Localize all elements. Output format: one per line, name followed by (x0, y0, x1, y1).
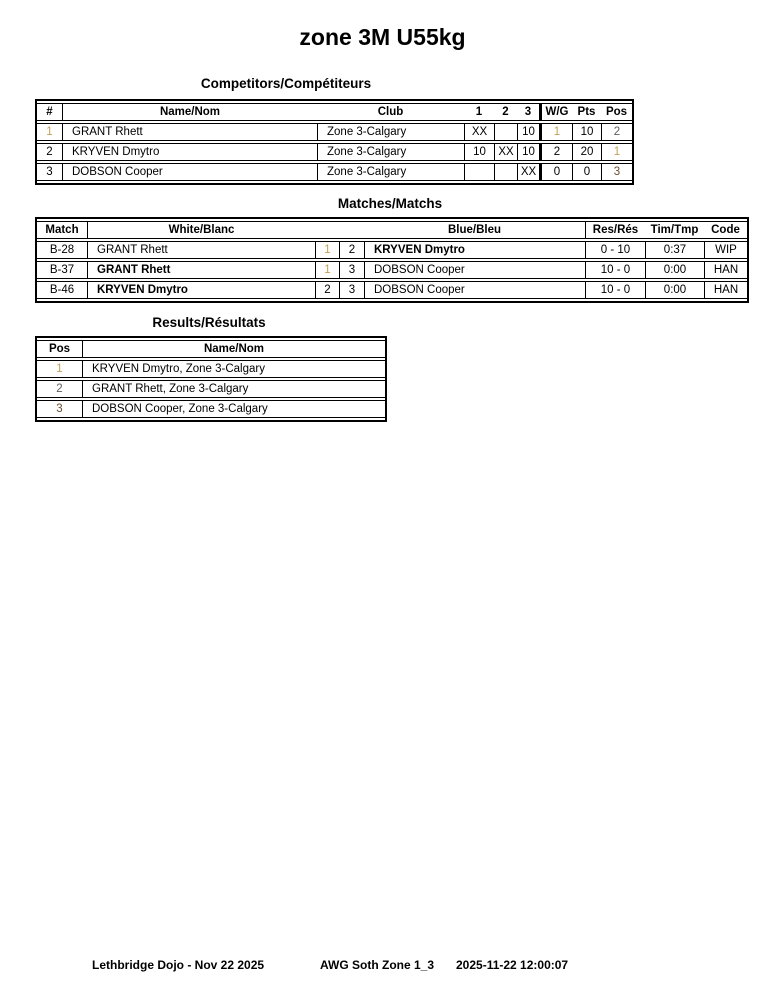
competitor-row (37, 143, 632, 161)
round3-score: 10 (517, 123, 539, 141)
competitor-club: Zone 3-Calgary (317, 123, 464, 141)
white-competitor-name: GRANT Rhett (87, 261, 315, 279)
results-header-row (37, 340, 385, 358)
round3-score: XX (517, 163, 539, 181)
round3-score: 10 (517, 143, 539, 161)
result-position: 1 (37, 360, 82, 378)
result-position: 3 (37, 400, 82, 418)
white-competitor-number: 2 (315, 281, 339, 299)
round2-score (494, 163, 517, 181)
round2-score (494, 123, 517, 141)
match-result: 0 - 10 (585, 241, 645, 259)
match-result: 10 - 0 (585, 261, 645, 279)
competitor-name: DOBSON Cooper (62, 163, 317, 181)
col-header-result: Res/Rés (585, 221, 645, 239)
round1-score: 10 (464, 143, 494, 161)
result-position: 2 (37, 380, 82, 398)
col-header-round3: 3 (517, 103, 539, 121)
wins-value: 1 (539, 123, 572, 141)
results-heading: Results/Résultats (152, 315, 266, 330)
col-header-club: Club (317, 103, 464, 121)
match-time: 0:00 (645, 281, 704, 299)
match-time: 0:00 (645, 261, 704, 279)
match-result: 10 - 0 (585, 281, 645, 299)
round1-score (464, 163, 494, 181)
col-header-name: Name/Nom (82, 340, 385, 358)
competitors-header-row (37, 103, 632, 121)
position-value: 3 (601, 163, 632, 181)
match-row (37, 241, 747, 259)
white-competitor-name: KRYVEN Dmytro (87, 281, 315, 299)
round1-score: XX (464, 123, 494, 141)
match-code: HAN (704, 281, 747, 299)
col-header-number: # (37, 103, 62, 121)
match-code: WIP (704, 241, 747, 259)
col-header-wins: W/G (539, 103, 572, 121)
page-title: zone 3M U55kg (299, 24, 466, 50)
col-header-position: Pos (37, 340, 82, 358)
white-competitor-name: GRANT Rhett (87, 241, 315, 259)
competitor-number: 3 (37, 163, 62, 181)
col-header-round2: 2 (494, 103, 517, 121)
match-time: 0:37 (645, 241, 704, 259)
blue-competitor-name: KRYVEN Dmytro (364, 241, 585, 259)
col-header-position: Pos (601, 103, 632, 121)
col-header-white: White/Blanc (87, 221, 315, 239)
col-header-white-number (315, 221, 339, 239)
round2-score: XX (494, 143, 517, 161)
points-value: 10 (572, 123, 601, 141)
competitor-name: KRYVEN Dmytro (62, 143, 317, 161)
result-name: DOBSON Cooper, Zone 3-Calgary (82, 400, 385, 418)
match-row (37, 281, 747, 299)
col-header-round1: 1 (464, 103, 494, 121)
results-table (35, 336, 387, 422)
footer-event-name: AWG Soth Zone 1_3 (320, 958, 435, 972)
footer-timestamp: 2025-11-22 12:00:07 (456, 958, 569, 972)
col-header-name: Name/Nom (62, 103, 317, 121)
matches-header-row (37, 221, 747, 239)
col-header-match: Match (37, 221, 87, 239)
white-competitor-number: 1 (315, 261, 339, 279)
competitor-row (37, 123, 632, 141)
competitor-name: GRANT Rhett (62, 123, 317, 141)
matches-heading: Matches/Matchs (337, 196, 443, 211)
matches-table (35, 217, 749, 303)
competitors-table (35, 99, 634, 185)
blue-competitor-number: 2 (339, 241, 364, 259)
blue-competitor-name: DOBSON Cooper (364, 281, 585, 299)
blue-competitor-number: 3 (339, 261, 364, 279)
match-id: B-28 (37, 241, 87, 259)
match-code: HAN (704, 261, 747, 279)
col-header-code: Code (704, 221, 747, 239)
blue-competitor-number: 3 (339, 281, 364, 299)
position-value: 2 (601, 123, 632, 141)
col-header-blue-number (339, 221, 364, 239)
result-name: KRYVEN Dmytro, Zone 3-Calgary (82, 360, 385, 378)
col-header-points: Pts (572, 103, 601, 121)
wins-value: 2 (539, 143, 572, 161)
result-row (37, 380, 385, 398)
footer-venue-date: Lethbridge Dojo - Nov 22 2025 (92, 958, 265, 972)
match-id: B-46 (37, 281, 87, 299)
competitor-number: 1 (37, 123, 62, 141)
result-row (37, 360, 385, 378)
competitor-club: Zone 3-Calgary (317, 143, 464, 161)
points-value: 20 (572, 143, 601, 161)
col-header-blue: Blue/Bleu (364, 221, 585, 239)
points-value: 0 (572, 163, 601, 181)
competitor-number: 2 (37, 143, 62, 161)
competitor-row (37, 163, 632, 181)
col-header-time: Tim/Tmp (645, 221, 704, 239)
wins-value: 0 (539, 163, 572, 181)
match-row (37, 261, 747, 279)
result-name: GRANT Rhett, Zone 3-Calgary (82, 380, 385, 398)
white-competitor-number: 1 (315, 241, 339, 259)
competitor-club: Zone 3-Calgary (317, 163, 464, 181)
position-value: 1 (601, 143, 632, 161)
blue-competitor-name: DOBSON Cooper (364, 261, 585, 279)
result-row (37, 400, 385, 418)
match-id: B-37 (37, 261, 87, 279)
competitors-heading: Competitors/Compétiteurs (200, 76, 372, 91)
